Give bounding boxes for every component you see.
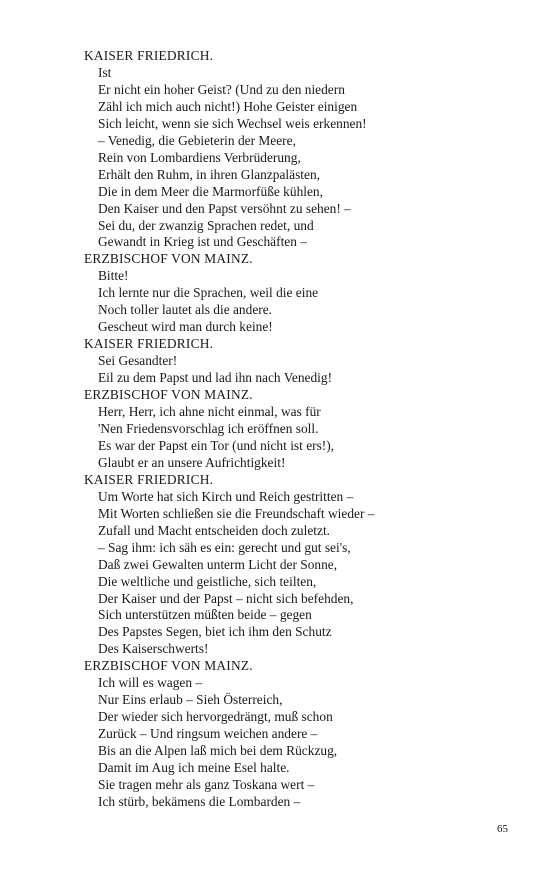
verse-line: Damit im Aug ich meine Esel halte.	[98, 760, 290, 776]
verse-line: Des Papstes Segen, biet ich ihm den Schutz	[98, 624, 332, 640]
verse-line: Der Kaiser und der Papst – nicht sich befehden,	[98, 590, 354, 606]
verse-line: Sei du, der zwanzig Sprachen redet, und	[98, 217, 314, 233]
verse-line: – Venedig, die Gebieterin der Meere,	[98, 132, 296, 148]
verse-line: Eil zu dem Papst und lad ihn nach Venedig!	[98, 370, 333, 386]
speaker-name: ERZBISCHOF VON MAINZ.	[84, 387, 253, 403]
verse-line: Erhält den Ruhm, in ihren Glanzpalästen,	[98, 166, 320, 182]
verse-line: Nur Eins erlaub – Sieh Österreich,	[98, 692, 283, 708]
speaker-name: ERZBISCHOF VON MAINZ.	[84, 658, 253, 674]
verse-line: Gewandt in Krieg ist und Geschäften –	[98, 234, 307, 250]
verse-line: Sie tragen mehr als ganz Toskana wert –	[98, 776, 315, 792]
verse-line: Gescheut wird man durch keine!	[98, 319, 273, 335]
verse-line: Noch toller lautet als die andere.	[98, 302, 273, 318]
verse-line: Ich will es wagen –	[98, 675, 203, 691]
speaker-name: KAISER FRIEDRICH.	[84, 336, 214, 352]
verse-line: Die weltliche und geistliche, sich teilten,	[98, 573, 317, 589]
verse-line: Um Worte hat sich Kirch und Reich gestritten –	[98, 488, 354, 504]
verse-line: Rein von Lombardiens Verbrüderung,	[98, 149, 301, 165]
verse-line: Zufall und Macht entscheiden doch zuletzt.	[98, 522, 331, 538]
verse-line: Es war der Papst ein Tor (und nicht ist ers!),	[98, 437, 335, 453]
verse-line: Mit Worten schließen sie die Freundschaft wieder –	[98, 505, 375, 521]
verse-line: Ist	[98, 64, 112, 80]
verse-line: Des Kaiserschwerts!	[98, 641, 209, 657]
verse-line: Ich stürb, bekämens die Lombarden –	[98, 793, 301, 809]
verse-line: Sei Gesandter!	[98, 353, 178, 369]
verse-line: Die in dem Meer die Marmorfüße kühlen,	[98, 183, 323, 199]
speaker-name: KAISER FRIEDRICH.	[84, 471, 214, 487]
verse-line: Daß zwei Gewalten unterm Licht der Sonne,	[98, 556, 338, 572]
verse-line: Bis an die Alpen laß mich bei dem Rückzug,	[98, 743, 338, 759]
verse-line: Bitte!	[98, 268, 129, 284]
verse-line: Sich unterstützen müßten beide – gegen	[98, 607, 312, 623]
verse-line: Zurück – Und ringsum weichen andere –	[98, 726, 318, 742]
page-number: 65	[497, 823, 508, 835]
verse-line: Herr, Herr, ich ahne nicht einmal, was für	[98, 404, 321, 420]
verse-line: – Sag ihm: ich säh es ein: gerecht und gut sei's,	[98, 539, 351, 555]
verse-line: Den Kaiser und den Papst versöhnt zu sehen! –	[98, 200, 351, 216]
verse-line: Zähl ich mich auch nicht!) Hohe Geister einigen	[98, 98, 358, 114]
speaker-name: ERZBISCHOF VON MAINZ.	[84, 251, 253, 267]
verse-line: Glaubt er an unsere Aufrichtigkeit!	[98, 454, 286, 470]
verse-line: 'Nen Friedensvorschlag ich eröffnen soll.	[98, 420, 319, 436]
verse-line: Er nicht ein hoher Geist? (Und zu den niedern	[98, 81, 345, 97]
verse-line: Sich leicht, wenn sie sich Wechsel weis erkennen!	[98, 115, 367, 131]
drama-text	[84, 48, 524, 811]
speaker-name: KAISER FRIEDRICH.	[84, 48, 214, 63]
verse-line: Ich lernte nur die Sprachen, weil die eine	[98, 285, 319, 301]
verse-line: Der wieder sich hervorgedrängt, muß schon	[98, 709, 333, 725]
